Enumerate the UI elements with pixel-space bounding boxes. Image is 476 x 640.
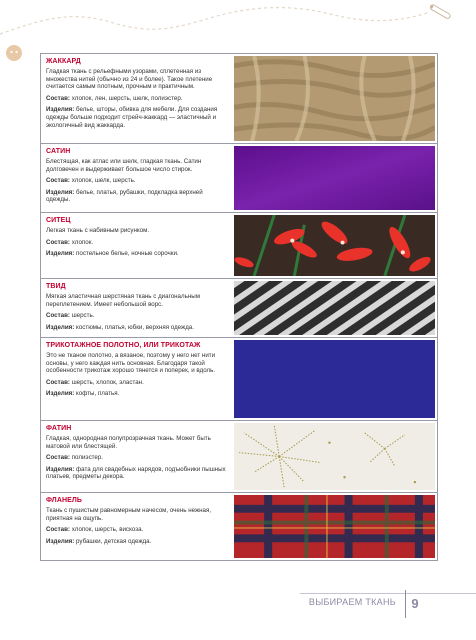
fabric-composition xyxy=(46,177,227,185)
knit-swatch xyxy=(234,340,435,418)
fabric-products xyxy=(46,250,227,258)
fabric-products xyxy=(46,106,227,129)
composition-label: Состав: xyxy=(46,312,70,320)
products-label: Изделия: xyxy=(46,250,75,258)
fabric-description: Блестящая, как атлас или шелк, гладкая ткань. Сатин долговечен и выдерживает большое число стирок. xyxy=(46,158,202,173)
products-value: белье, шторы, обивка для мебели. Для создания одежды больше подходит стрейч-жаккард — эластичный и экологичный вид жаккарда. xyxy=(46,106,218,129)
fabric-description: Гладкая ткань с рельефными узорами, сплетенная из множества нитей (обычно из 24 и более). Такое плетение считается самым плотным, прочным и практичным. xyxy=(46,68,213,91)
jacquard-swatch xyxy=(234,56,435,141)
products-value: костюмы, платья, юбки, верхняя одежда. xyxy=(76,323,194,331)
fabric-row-flannel xyxy=(40,493,438,561)
fabric-name: ФАТИН xyxy=(46,425,72,432)
fabric-products xyxy=(46,466,227,481)
composition-label: Состав: xyxy=(46,238,70,246)
products-value: постельное белье, ночные сорочки. xyxy=(76,250,179,258)
composition-label: Состав: xyxy=(46,378,70,386)
fabric-products xyxy=(46,189,227,204)
fabric-row-tulle xyxy=(40,421,438,493)
fabric-name: ТРИКОТАЖНОЕ ПОЛОТНО, ИЛИ ТРИКОТАЖ xyxy=(46,342,201,349)
chintz-swatch xyxy=(234,215,435,276)
fabric-composition xyxy=(46,95,227,103)
safety-pin-icon xyxy=(429,4,451,20)
flannel-swatch xyxy=(234,495,435,558)
footer-rule xyxy=(300,593,476,594)
composition-value: хлопок, шелк, шерсть. xyxy=(71,177,136,185)
fabric-text xyxy=(41,279,231,337)
fabric-text xyxy=(41,54,231,143)
products-label: Изделия: xyxy=(46,537,75,545)
fabric-products xyxy=(46,390,227,398)
composition-value: шерсть. xyxy=(71,312,95,320)
fabric-name: САТИН xyxy=(46,148,71,155)
products-label: Изделия: xyxy=(46,323,75,331)
products-value: белье, платья, рубашки, подкладка верхней одежды. xyxy=(46,188,203,204)
fabric-row-jacquard xyxy=(40,54,438,144)
products-label: Изделия: xyxy=(46,390,75,398)
composition-value: шерсть, хлопок, эластан. xyxy=(71,378,144,386)
composition-value: хлопок, шерсть, вискоза. xyxy=(71,526,144,534)
composition-label: Состав: xyxy=(46,94,70,102)
page-number: 9 xyxy=(405,590,424,618)
products-label: Изделия: xyxy=(46,106,75,114)
fabric-description: Это не тканое полотно, а вязаное, поэтому у него нет нити основы, у него каждая нить основная. Благодаря такой особенности трикотаж хорошо тянется и поперек, и вдоль. xyxy=(46,352,216,375)
dashed-thread-icon xyxy=(0,0,476,60)
fabric-text xyxy=(41,493,231,560)
fabric-row-knit xyxy=(40,338,438,421)
satin-swatch xyxy=(234,146,435,210)
fabric-description: Легкая ткань с набивным рисунком. xyxy=(46,227,150,234)
button-icon xyxy=(5,44,23,62)
composition-label: Состав: xyxy=(46,454,70,462)
fabric-name: ФЛАНЕЛЬ xyxy=(46,497,83,504)
fabric-products xyxy=(46,538,227,546)
products-value: кофты, платья. xyxy=(76,390,120,398)
tweed-swatch xyxy=(234,281,435,335)
fabric-text xyxy=(41,338,231,420)
fabric-name: ТВИД xyxy=(46,283,66,290)
fabric-text xyxy=(41,144,231,212)
fabric-description: Мягкая эластичная шерстяная ткань с диагональным переплетением. Имеет небольшой ворс. xyxy=(46,293,200,308)
products-value: рубашки, детская одежда. xyxy=(76,537,152,545)
fabric-composition xyxy=(46,239,227,247)
fabric-composition xyxy=(46,312,227,320)
fabric-row-satin xyxy=(40,144,438,213)
composition-value: полиэстер. xyxy=(71,454,104,462)
footer-title: ВЫБИРАЕМ ТКАНЬ xyxy=(308,597,396,607)
fabric-name: СИТЕЦ xyxy=(46,217,71,224)
composition-value: хлопок, лен, шерсть, шелк, полиэстер. xyxy=(71,94,183,102)
composition-label: Состав: xyxy=(46,177,70,185)
tulle-swatch xyxy=(234,423,435,490)
fabric-table xyxy=(40,53,438,561)
composition-label: Состав: xyxy=(46,526,70,534)
fabric-composition xyxy=(46,379,227,387)
products-label: Изделия: xyxy=(46,188,75,196)
fabric-products xyxy=(46,324,227,332)
fabric-composition xyxy=(46,454,227,462)
fabric-row-chintz xyxy=(40,213,438,279)
fabric-name: ЖАККАРД xyxy=(46,58,81,65)
fabric-description: Ткань с пушистым равномерным начесом, очень нежная, приятная на ощупь. xyxy=(46,507,212,522)
products-label: Изделия: xyxy=(46,465,75,473)
composition-value: хлопок. xyxy=(71,238,94,246)
fabric-composition xyxy=(46,526,227,534)
fabric-text xyxy=(41,421,231,492)
fabric-row-tweed xyxy=(40,279,438,338)
fabric-description: Гладкая, однородная полупрозрачная ткань. Может быть матовой или блестящей. xyxy=(46,435,211,450)
fabric-text xyxy=(41,213,231,278)
products-value: фата для свадебных нарядов, подъюбники пышных платьев, предметы декора. xyxy=(46,465,226,481)
